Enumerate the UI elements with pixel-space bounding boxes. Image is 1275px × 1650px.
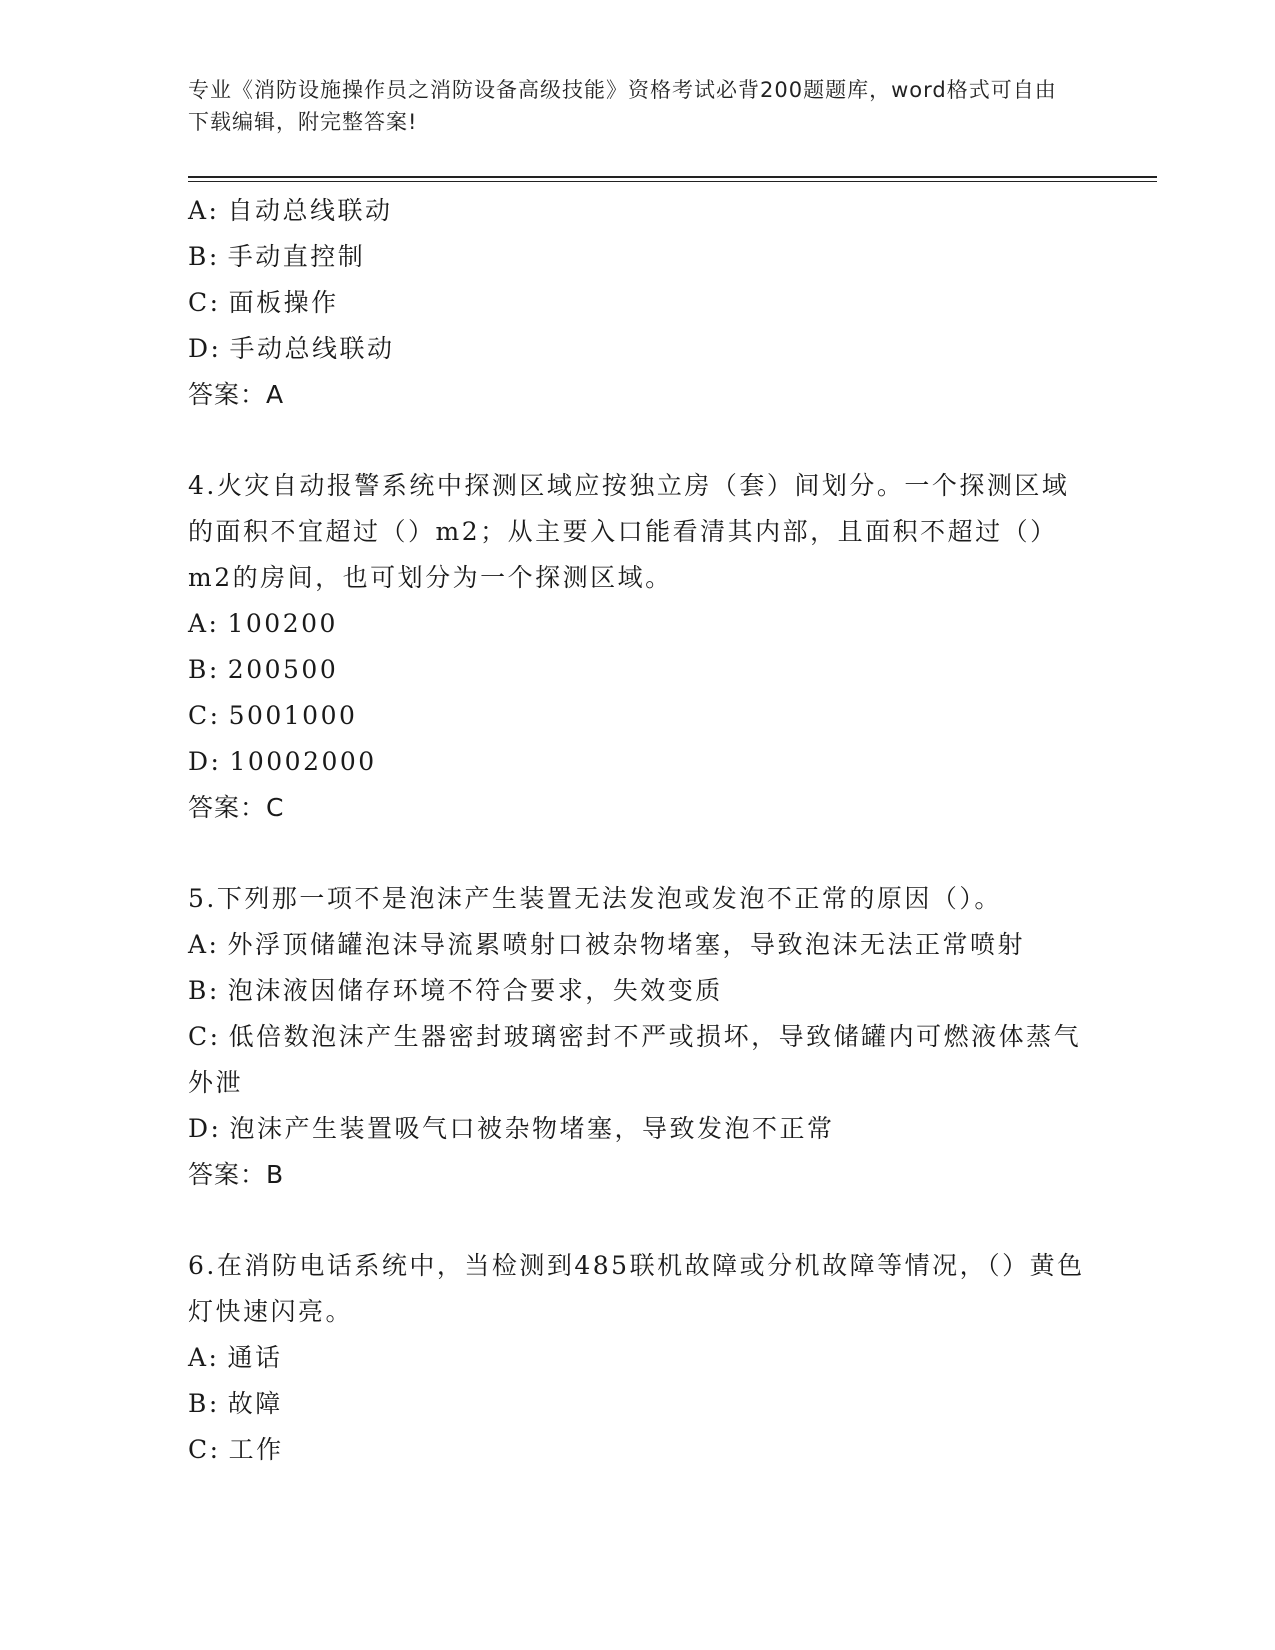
option-b [188,234,1088,280]
option-text: 5001000 [228,701,358,730]
option-text: 通话 [227,1343,283,1372]
question-5 [188,876,1088,1198]
option-key: B: [188,655,220,684]
option-a [188,1335,1088,1381]
option-b [188,1381,1088,1427]
option-key: C: [188,1435,221,1464]
question-spacer [188,831,1088,876]
option-key: A: [188,196,220,225]
option-key: B: [188,242,220,271]
option-b [188,968,1088,1014]
option-text: 外浮顶储罐泡沫导流累喷射口被杂物堵塞，导致泡沫无法正常喷射 [227,930,1025,959]
option-text: 手动总线联动 [229,334,395,363]
question-6 [188,1243,1088,1473]
question-spacer [188,418,1088,463]
option-text: 自动总线联动 [227,196,393,225]
option-d [188,326,1088,372]
option-key: D: [188,747,222,776]
option-text: 100200 [227,609,338,638]
option-text: 泡沫液因储存环境不符合要求，失效变质 [227,976,723,1005]
option-text: 工作 [228,1435,284,1464]
option-c [188,693,1088,739]
option-text: 手动直控制 [227,242,366,271]
option-text: 泡沫产生装置吸气口被杂物堵塞，导致发泡不正常 [229,1114,835,1143]
option-c [188,1427,1088,1473]
answer-line: 答案：B [188,1160,285,1189]
option-text: 面板操作 [228,288,339,317]
option-b [188,647,1088,693]
answer-line: 答案：A [188,380,285,409]
option-key: A: [188,930,220,959]
option-text: 低倍数泡沫产生器密封玻璃密封不严或损坏，导致储罐内可燃液体蒸气外泄 [188,1022,1082,1097]
option-key: C: [188,1022,221,1051]
question-stem: 6.在消防电话系统中，当检测到485联机故障或分机故障等情况，（）黄色灯快速闪亮。 [188,1251,1085,1326]
question-spacer [188,1198,1088,1243]
option-d [188,739,1088,785]
option-key: D: [188,334,222,363]
header-divider-thick [188,176,1157,178]
question-stem: 5.下列那一项不是泡沫产生装置无法发泡或发泡不正常的原因（）。 [188,884,1002,913]
question-3 [188,188,1088,418]
option-a [188,922,1088,968]
question-4 [188,463,1088,831]
option-text: 10002000 [229,747,377,776]
question-stem: 4.火灾自动报警系统中探测区域应按独立房（套）间划分。一个探测区域的面积不宜超过（）m2；从主要入口能看清其内部，且面积不超过（）m2的房间，也可划分为一个探测区域。 [188,471,1070,592]
option-c [188,1014,1088,1106]
option-key: B: [188,1389,220,1418]
option-key: C: [188,701,221,730]
option-d [188,1106,1088,1152]
option-a [188,601,1088,647]
document-header: 专业《消防设施操作员之消防设备高级技能》资格考试必背200题题库，word格式可自由下载编辑，附完整答案! [188,78,1057,134]
option-c [188,280,1088,326]
answer-line: 答案：C [188,793,285,822]
option-key: D: [188,1114,222,1143]
option-key: A: [188,609,220,638]
option-key: C: [188,288,221,317]
option-text: 200500 [227,655,339,684]
option-a [188,188,1088,234]
option-key: A: [188,1343,220,1372]
header-divider-thin [188,181,1157,182]
option-key: B: [188,976,220,1005]
question-list [188,188,1088,1473]
option-text: 故障 [227,1389,283,1418]
